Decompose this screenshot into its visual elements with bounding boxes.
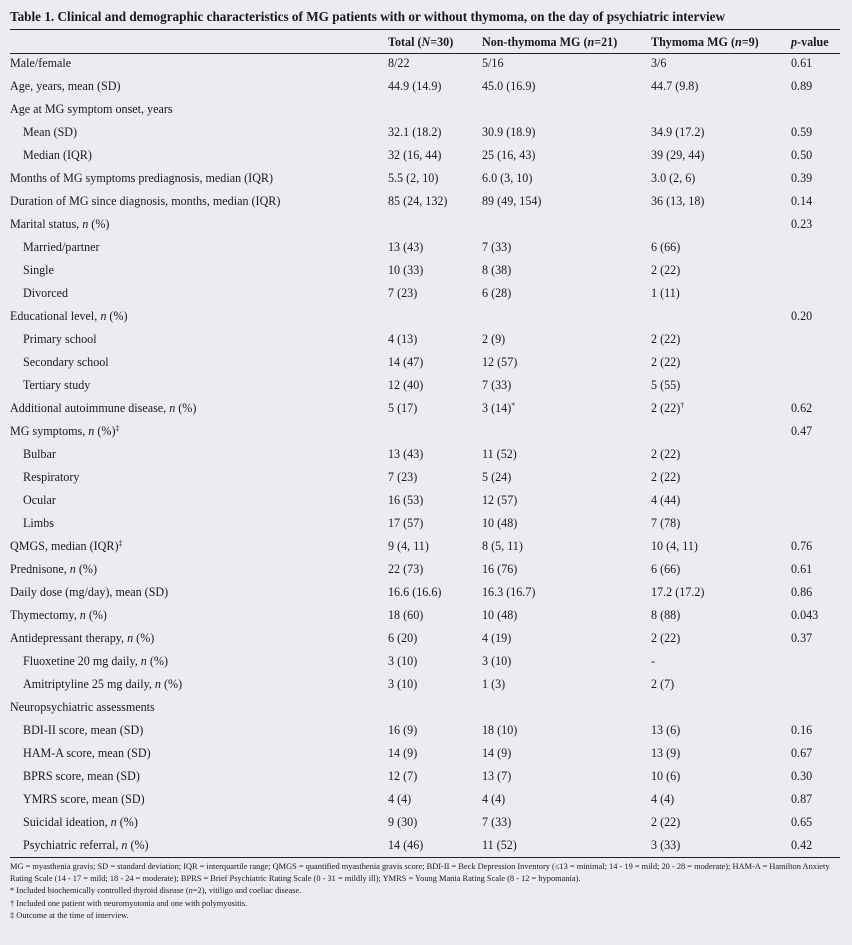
cell-non-thymoma: 30.9 (18.9) [482, 125, 536, 139]
header-p-value: p-value [791, 35, 829, 49]
table-title: Table 1. Clinical and demographic characteristics of MG patients with or without thymoma, on the day of psychiatric interview [10, 9, 726, 24]
cell-p-value [791, 466, 840, 489]
cell-total: 5 (17) [388, 401, 418, 415]
cell-non-thymoma: 5/16 [482, 56, 504, 70]
cell-thymoma: 13 (9) [651, 746, 681, 760]
cell-total: 14 (47) [388, 355, 424, 369]
cell-p-value [791, 512, 840, 535]
row-label: Tertiary study [23, 378, 91, 392]
cell-thymoma: 13 (6) [651, 723, 681, 737]
row-label: Daily dose (mg/day), mean (SD) [10, 585, 169, 599]
cell-total: 7 (23) [388, 286, 418, 300]
cell-p-value: 0.30 [791, 769, 813, 783]
row-label: BPRS score, mean (SD) [23, 769, 140, 783]
cell-thymoma: - [651, 654, 656, 668]
row-label: HAM-A score, mean (SD) [23, 746, 151, 760]
cell-thymoma [651, 420, 791, 443]
cell-thymoma: 2 (7) [651, 677, 675, 691]
row-label: Age, years, mean (SD) [10, 79, 121, 93]
cell-non-thymoma: 14 (9) [482, 746, 512, 760]
cell-total: 7 (23) [388, 470, 418, 484]
cell-non-thymoma [482, 420, 651, 443]
cell-non-thymoma: 45.0 (16.9) [482, 79, 536, 93]
cell-total: 9 (4, 11) [388, 539, 429, 553]
cell-total: 44.9 (14.9) [388, 79, 442, 93]
row-label: Months of MG symptoms prediagnosis, median (IQR) [10, 171, 274, 185]
cell-total: 14 (9) [388, 746, 418, 760]
table-row [10, 581, 840, 604]
footnote: † Included one patient with neuromyotonia and one with polymyositis. [10, 898, 248, 908]
cell-p-value [791, 374, 840, 397]
row-label: Married/partner [23, 240, 100, 254]
cell-total: 32.1 (18.2) [388, 125, 442, 139]
cell-non-thymoma: 16 (76) [482, 562, 518, 576]
cell-p-value: 0.043 [791, 608, 819, 622]
row-label: Prednisone, n (%) [10, 562, 97, 576]
cell-thymoma: 6 (66) [651, 240, 681, 254]
footnote: MG = myasthenia gravis; SD = standard deviation; IQR = interquartile range; QMGS = quantified myasthenia gravis score; BDI-II = Beck Depression Inventory (≤13 = minimal; 14 - 19 = mild; 20 - 28 = moderate); HAM-A = Hamilton Anxiety Rating Scale (14 - 17 = mild; 18 - 24 = moderate); BPRS = Brief Psychiatric Rating Scale (0 - 31 = mildly ill); YMRS = Young Mania Rating Scale (8 - 12 = hypomania). [10, 862, 830, 884]
footnotes [10, 861, 840, 922]
cell-p-value: 0.37 [791, 631, 813, 645]
table-row [10, 282, 840, 305]
cell-total: 5.5 (2, 10) [388, 171, 439, 185]
cell-total [388, 420, 482, 443]
cell-total: 22 (73) [388, 562, 424, 576]
cell-total: 3 (10) [388, 677, 418, 691]
cell-total: 32 (16, 44) [388, 148, 442, 162]
cell-p-value: 0.76 [791, 539, 813, 553]
row-label: MG symptoms, n (%)‡ [10, 424, 120, 438]
table-row [10, 397, 840, 420]
row-label: Ocular [23, 493, 56, 507]
cell-p-value: 0.65 [791, 815, 813, 829]
characteristics-table [10, 33, 840, 857]
table-row [10, 466, 840, 489]
cell-total [388, 213, 482, 236]
row-label: Single [23, 263, 54, 277]
cell-thymoma: 4 (4) [651, 792, 675, 806]
table-row [10, 259, 840, 282]
cell-thymoma: 2 (22) [651, 447, 681, 461]
cell-non-thymoma: 11 (52) [482, 447, 517, 461]
row-label: Amitriptyline 25 mg daily, n (%) [23, 677, 183, 691]
cell-non-thymoma: 12 (57) [482, 355, 518, 369]
header-characteristic [10, 33, 388, 52]
cell-thymoma: 7 (78) [651, 516, 681, 530]
cell-thymoma: 39 (29, 44) [651, 148, 705, 162]
cell-non-thymoma: 11 (52) [482, 838, 517, 852]
cell-total: 12 (7) [388, 769, 418, 783]
cell-total: 14 (46) [388, 838, 424, 852]
header-rule [10, 53, 840, 54]
table-row [10, 650, 840, 673]
row-label: Male/female [10, 56, 72, 70]
table-row [10, 696, 840, 719]
cell-p-value [791, 443, 840, 466]
cell-non-thymoma [482, 305, 651, 328]
table-row [10, 98, 840, 121]
cell-p-value: 0.89 [791, 79, 813, 93]
table-row [10, 673, 840, 696]
cell-thymoma: 2 (22) [651, 470, 681, 484]
cell-p-value [791, 328, 840, 351]
cell-total: 17 (57) [388, 516, 424, 530]
row-label: Secondary school [23, 355, 109, 369]
table-row [10, 75, 840, 98]
cell-thymoma: 3.0 (2, 6) [651, 171, 696, 185]
row-label: Bulbar [23, 447, 56, 461]
cell-non-thymoma: 89 (49, 154) [482, 194, 542, 208]
row-label: Median (IQR) [23, 148, 92, 162]
cell-total: 8/22 [388, 56, 410, 70]
cell-total: 6 (20) [388, 631, 418, 645]
table-row [10, 742, 840, 765]
cell-thymoma: 5 (55) [651, 378, 681, 392]
table-row [10, 719, 840, 742]
cell-non-thymoma: 4 (4) [482, 792, 506, 806]
table-row [10, 811, 840, 834]
cell-p-value: 0.87 [791, 792, 813, 806]
table-row [10, 535, 840, 558]
table-body [10, 52, 840, 857]
cell-non-thymoma: 1 (3) [482, 677, 506, 691]
cell-thymoma [651, 305, 791, 328]
row-label: Antidepressant therapy, n (%) [10, 631, 155, 645]
cell-thymoma: 10 (6) [651, 769, 681, 783]
table-row [10, 236, 840, 259]
row-label: Mean (SD) [23, 125, 78, 139]
cell-total [388, 305, 482, 328]
cell-total: 16.6 (16.6) [388, 585, 442, 599]
table-row [10, 328, 840, 351]
table-row [10, 834, 840, 857]
cell-non-thymoma: 6.0 (3, 10) [482, 171, 533, 185]
cell-thymoma: 1 (11) [651, 286, 680, 300]
cell-non-thymoma: 10 (48) [482, 516, 518, 530]
cell-p-value: 0.59 [791, 125, 813, 139]
cell-p-value: 0.20 [791, 309, 813, 323]
table-header-row [10, 33, 840, 52]
cell-p-value [791, 282, 840, 305]
cell-p-value [791, 351, 840, 374]
cell-p-value: 0.14 [791, 194, 813, 208]
cell-non-thymoma: 3 (14)* [482, 401, 516, 415]
cell-p-value [791, 98, 840, 121]
cell-thymoma: 2 (22)† [651, 401, 685, 415]
cell-thymoma: 6 (66) [651, 562, 681, 576]
row-label: Psychiatric referral, n (%) [23, 838, 149, 852]
bottom-rule [10, 857, 840, 858]
row-label: YMRS score, mean (SD) [23, 792, 145, 806]
table-row [10, 443, 840, 466]
cell-p-value [791, 696, 840, 719]
cell-thymoma: 2 (22) [651, 332, 681, 346]
table-row [10, 213, 840, 236]
table-row [10, 190, 840, 213]
cell-non-thymoma: 7 (33) [482, 378, 512, 392]
cell-thymoma: 3 (33) [651, 838, 681, 852]
cell-non-thymoma: 7 (33) [482, 240, 512, 254]
cell-non-thymoma [482, 98, 651, 121]
cell-p-value: 0.39 [791, 171, 813, 185]
cell-total: 10 (33) [388, 263, 424, 277]
cell-non-thymoma [482, 213, 651, 236]
cell-p-value: 0.42 [791, 838, 813, 852]
table-row [10, 144, 840, 167]
cell-total: 3 (10) [388, 654, 418, 668]
cell-thymoma: 34.9 (17.2) [651, 125, 705, 139]
cell-p-value: 0.86 [791, 585, 813, 599]
table-row [10, 627, 840, 650]
row-label: Respiratory [23, 470, 80, 484]
row-label: QMGS, median (IQR)‡ [10, 539, 123, 553]
cell-p-value: 0.67 [791, 746, 813, 760]
table-row [10, 121, 840, 144]
cell-non-thymoma: 12 (57) [482, 493, 518, 507]
table-row [10, 374, 840, 397]
cell-total: 12 (40) [388, 378, 424, 392]
cell-p-value: 0.61 [791, 56, 813, 70]
row-label: Suicidal ideation, n (%) [23, 815, 138, 829]
cell-thymoma: 17.2 (17.2) [651, 585, 705, 599]
table-row [10, 765, 840, 788]
table-row [10, 512, 840, 535]
cell-total [388, 98, 482, 121]
cell-non-thymoma: 8 (5, 11) [482, 539, 523, 553]
cell-non-thymoma: 10 (48) [482, 608, 518, 622]
cell-total: 13 (43) [388, 240, 424, 254]
cell-total: 4 (13) [388, 332, 418, 346]
row-label: Additional autoimmune disease, n (%) [10, 401, 197, 415]
table-row [10, 604, 840, 627]
cell-total: 9 (30) [388, 815, 418, 829]
footnote: ‡ Outcome at the time of interview. [10, 910, 129, 920]
cell-non-thymoma: 18 (10) [482, 723, 518, 737]
cell-thymoma: 2 (22) [651, 815, 681, 829]
row-label: Primary school [23, 332, 97, 346]
header-non-thymoma: Non-thymoma MG (n=21) [482, 35, 618, 49]
cell-p-value [791, 673, 840, 696]
table-row [10, 52, 840, 75]
cell-thymoma: 10 (4, 11) [651, 539, 698, 553]
table-row [10, 558, 840, 581]
table-row [10, 420, 840, 443]
cell-non-thymoma: 25 (16, 43) [482, 148, 536, 162]
header-total: Total (N=30) [388, 35, 454, 49]
cell-p-value: 0.50 [791, 148, 813, 162]
cell-non-thymoma: 7 (33) [482, 815, 512, 829]
row-label: Marital status, n (%) [10, 217, 110, 231]
cell-non-thymoma: 2 (9) [482, 332, 506, 346]
cell-total [388, 696, 482, 719]
cell-thymoma [651, 696, 791, 719]
cell-total: 13 (43) [388, 447, 424, 461]
cell-total: 4 (4) [388, 792, 412, 806]
cell-thymoma: 44.7 (9.8) [651, 79, 699, 93]
cell-non-thymoma: 3 (10) [482, 654, 512, 668]
cell-p-value: 0.62 [791, 401, 813, 415]
row-label: Educational level, n (%) [10, 309, 128, 323]
cell-non-thymoma: 5 (24) [482, 470, 512, 484]
cell-non-thymoma: 16.3 (16.7) [482, 585, 536, 599]
cell-thymoma: 4 (44) [651, 493, 681, 507]
cell-non-thymoma: 6 (28) [482, 286, 512, 300]
cell-thymoma [651, 213, 791, 236]
cell-total: 18 (60) [388, 608, 424, 622]
cell-thymoma [651, 98, 791, 121]
table-row [10, 167, 840, 190]
cell-p-value [791, 236, 840, 259]
cell-non-thymoma: 13 (7) [482, 769, 512, 783]
cell-non-thymoma [482, 696, 651, 719]
cell-p-value [791, 650, 840, 673]
footnote: * Included biochemically controlled thyroid disease (n=2), vitiligo and coeliac disease. [10, 886, 302, 896]
row-label: BDI-II score, mean (SD) [23, 723, 144, 737]
cell-p-value: 0.47 [791, 424, 813, 438]
cell-thymoma: 2 (22) [651, 355, 681, 369]
row-label: Divorced [23, 286, 68, 300]
table-row [10, 489, 840, 512]
cell-thymoma: 2 (22) [651, 631, 681, 645]
cell-p-value [791, 259, 840, 282]
row-label: Age at MG symptom onset, years [10, 102, 173, 116]
row-label: Duration of MG since diagnosis, months, median (IQR) [10, 194, 281, 208]
row-label: Fluoxetine 20 mg daily, n (%) [23, 654, 168, 668]
cell-non-thymoma: 8 (38) [482, 263, 512, 277]
table-row [10, 351, 840, 374]
cell-total: 85 (24, 132) [388, 194, 448, 208]
row-label: Limbs [23, 516, 54, 530]
top-rule [10, 29, 840, 30]
cell-non-thymoma: 4 (19) [482, 631, 512, 645]
cell-p-value: 0.16 [791, 723, 813, 737]
table-row [10, 305, 840, 328]
row-label: Neuropsychiatric assessments [10, 700, 155, 714]
header-thymoma: Thymoma MG (n=9) [651, 35, 759, 49]
table-row [10, 788, 840, 811]
cell-p-value: 0.23 [791, 217, 813, 231]
cell-thymoma: 3/6 [651, 56, 667, 70]
cell-thymoma: 8 (88) [651, 608, 681, 622]
cell-total: 16 (9) [388, 723, 418, 737]
cell-p-value [791, 489, 840, 512]
cell-total: 16 (53) [388, 493, 424, 507]
cell-thymoma: 36 (13, 18) [651, 194, 705, 208]
row-label: Thymectomy, n (%) [10, 608, 107, 622]
cell-thymoma: 2 (22) [651, 263, 681, 277]
cell-p-value: 0.61 [791, 562, 813, 576]
